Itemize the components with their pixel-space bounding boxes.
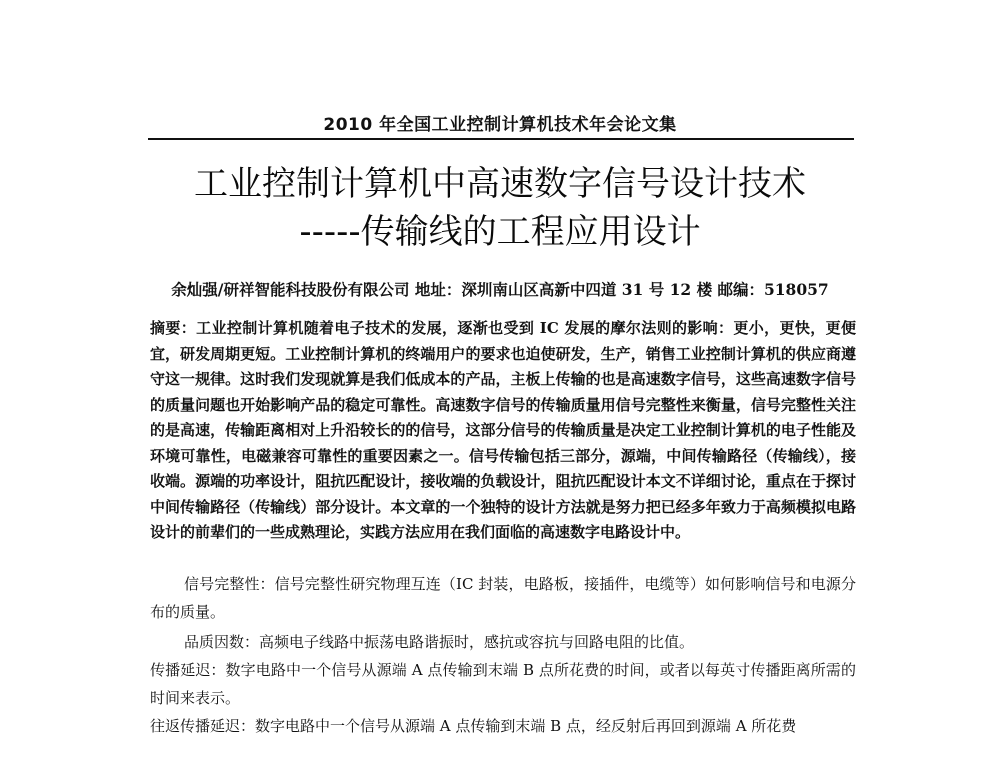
running-header: 2010 年全国工业控制计算机技术年会论文集 bbox=[323, 115, 677, 135]
paper-title-line-1: 工业控制计算机中高速数字信号设计技术 bbox=[194, 164, 806, 204]
abstract: 摘要：工业控制计算机随着电子技术的发展，逐渐也受到 IC 发展的摩尔法则的影响：更小，更快，更便宜，研发周期更短。工业控制计算机的终端用户的要求也迫使研发，生产，销售工业控制计算机的供应商遵守这一规律。这时我们发现就算是我们低成本的产品，主板上传输的也是高速数字信号，这些高速数字信号的质量问题也开始影响产品的稳定可靠性。高速数字信号的传输质量用信号完整性来衡量，信号完整性关注的是高速，传输距离相对上升沿较长的的信号，这部分信号的传输质量是决定工业控制计算机的电子性能及环境可靠性，电磁兼容可靠性的重要因素之一。信号传输包括三部分，源端，中间传输路径（传输线），接收端。源端的功率设计，阻抗匹配设计，接收端的负载设计，阻抗匹配设计本文不详细讨论，重点在于探讨中间传输路径（传输线）部分设计。本文章的一个独特的设计方法就是努力把已经多年致力于高频模拟电路设计的前辈们的一些成熟理论，实践方法应用在我们面临的高速数字电路设计中。 bbox=[150, 319, 856, 541]
paper-title-line-2: -----传输线的工程应用设计 bbox=[299, 212, 701, 252]
paragraph-propagation-delay: 传播延迟：数字电路中一个信号从源端 A 点传输到末端 B 点所花费的时间，或者以每英寸传播距离所需的时间来表示。 bbox=[150, 661, 856, 707]
header-rule bbox=[148, 138, 854, 140]
paragraph-round-trip-delay: 往返传播延迟：数字电路中一个信号从源端 A 点传输到末端 B 点，经反射后再回到源端 A 所花费 bbox=[150, 717, 797, 735]
paragraph-quality-factor: 品质因数：高频电子线路中振荡电路谐振时，感抗或容抗与回路电阻的比值。 bbox=[184, 633, 695, 651]
paragraph-signal-integrity: 信号完整性：信号完整性研究物理互连（IC 封装，电路板，接插件，电缆等）如何影响信号和电源分布的质量。 bbox=[150, 575, 856, 621]
author-affiliation: 余灿强/研祥智能科技股份有限公司 地址：深圳南山区高新中四道 31 号 12 楼 邮编：518057 bbox=[171, 280, 829, 299]
